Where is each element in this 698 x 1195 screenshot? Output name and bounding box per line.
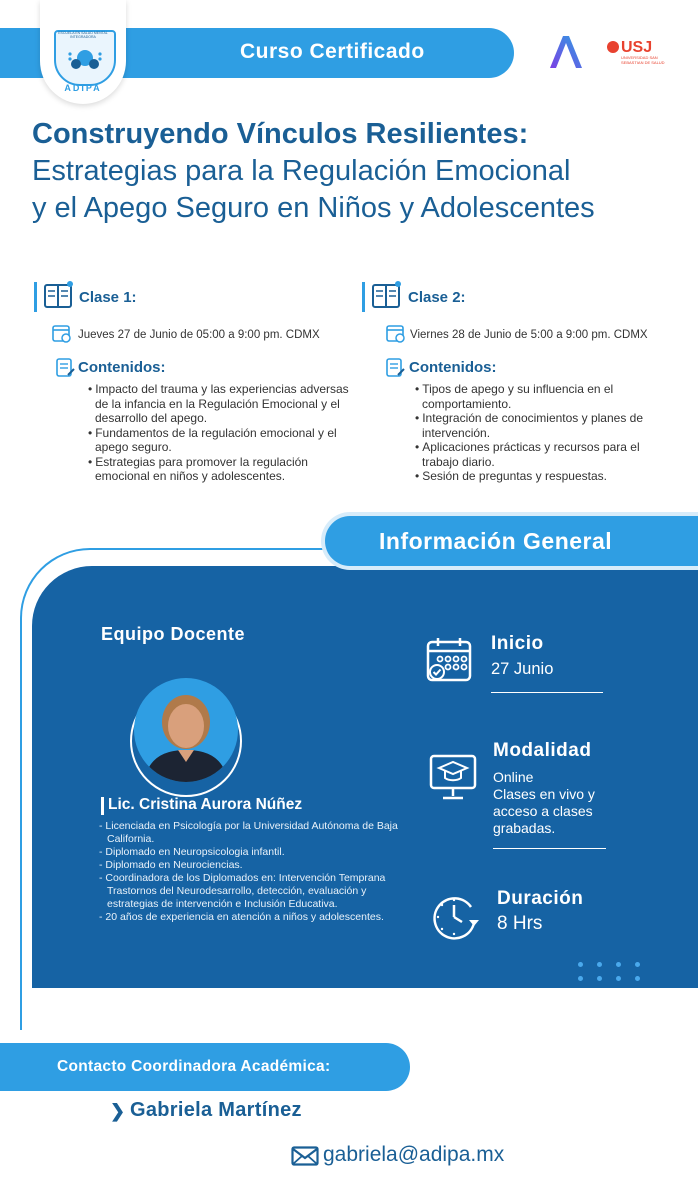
duration-value: 8 Hrs <box>497 913 543 934</box>
list-item: • Integración de conocimientos y planes de intervención. <box>413 411 673 440</box>
document-icon <box>386 358 406 383</box>
list-item: - Licenciada en Psicología por la Universidad Autónoma de Baja California. <box>99 820 399 846</box>
contact-label: Contacto Coordinadora Académica: <box>57 1058 331 1075</box>
list-item: - Diplomado en Neuropsicologia infantil. <box>99 846 399 859</box>
calendar-icon <box>52 323 72 348</box>
class-1-accent <box>34 282 37 312</box>
page-title-line-3: y el Apego Seguro en Niños y Adolescentes <box>32 192 595 224</box>
calendar-icon <box>426 636 474 684</box>
class-2-label: Clase 2: <box>408 289 466 306</box>
page-title-line-1: Construyendo Vínculos Resilientes: <box>32 118 529 150</box>
usj-logo-icon <box>607 41 619 53</box>
teacher-photo <box>134 678 238 782</box>
list-item: • Tipos de apego y su influencia en el comportamiento. <box>413 382 673 411</box>
class-1-label: Clase 1: <box>79 289 137 306</box>
list-item: • Fundamentos de la regulación emocional y el apego seguro. <box>86 426 354 455</box>
divider <box>491 692 603 693</box>
mode-line-1: Online <box>493 769 534 785</box>
class-2-contents-label: Contenidos: <box>409 359 497 376</box>
list-item: • Impacto del trauma y las experiencias adversas de la infancia en la Regulación Emocional y el desarrollo del apego. <box>86 382 354 426</box>
mode-line-4: grabadas. <box>493 820 556 836</box>
book-icon <box>43 280 75 315</box>
email-link[interactable]: gabriela@adipa.mx <box>323 1143 505 1166</box>
teacher-name: Lic. Cristina Aurora Núñez <box>108 796 303 813</box>
usj-logo-text: USJ <box>621 39 653 56</box>
class-2-contents-list <box>413 382 673 484</box>
list-item: - Coordinadora de los Diplomados en: Intervención Temprana Trastornos del Neurodesarrollo, detección, evaluación y estrategias de intervención e Inclusión Educativa. <box>99 872 399 911</box>
list-item: • Aplicaciones prácticas y recursos para el trabajo diario. <box>413 440 673 469</box>
usj-logo-subtitle: UNIVERSIDAD SAN SEBASTIAN DE SALUD <box>621 55 665 65</box>
team-label: Equipo Docente <box>101 624 246 644</box>
book-icon <box>371 280 403 315</box>
info-title: Información General <box>379 528 613 554</box>
teacher-name-accent <box>101 797 104 815</box>
a-logo-icon <box>548 34 584 70</box>
list-item: - Diplomado en Neurociencias. <box>99 859 399 872</box>
start-label: Inicio <box>491 633 544 654</box>
mail-icon <box>291 1146 319 1166</box>
logo-name: ADIPA <box>64 83 102 93</box>
class-2-date: Viernes 28 de Junio de 5:00 a 9:00 pm. CDMX <box>410 329 648 341</box>
list-item: - 20 años de experiencia en atención a niños y adolescentes. <box>99 911 399 924</box>
list-item: • Estrategias para promover la regulación emocional en niños y adolescentes. <box>86 455 354 484</box>
coordinator-name: Gabriela Martínez <box>130 1099 302 1121</box>
page-title-line-2: Estrategias para la Regulación Emocional <box>32 155 571 187</box>
document-icon <box>56 358 76 383</box>
mode-line-2: Clases en vivo y <box>493 786 595 802</box>
duration-label: Duración <box>497 888 584 909</box>
list-item: • Sesión de preguntas y respuestas. <box>413 469 673 484</box>
course-badge-text: Curso Certificado <box>240 40 425 63</box>
class-1-contents-list <box>86 382 354 484</box>
chevron-right-icon: ❯ <box>110 1101 126 1121</box>
divider <box>493 848 606 849</box>
calendar-icon <box>386 323 406 348</box>
class-1-contents-label: Contenidos: <box>78 359 166 376</box>
clock-icon <box>431 893 479 941</box>
logo-school-line: ESCUELA EN SALUD MENTAL INTEGRADORA <box>58 31 108 39</box>
start-value: 27 Junio <box>491 660 554 678</box>
class-2-accent <box>362 282 365 312</box>
decorative-dots <box>578 962 648 984</box>
monitor-graduation-icon <box>429 752 477 800</box>
mode-line-3: acceso a clases <box>493 803 593 819</box>
mode-label: Modalidad <box>493 740 592 761</box>
class-1-date: Jueves 27 de Junio de 05:00 a 9:00 pm. CDMX <box>78 329 320 341</box>
teacher-cv-list <box>99 820 399 924</box>
